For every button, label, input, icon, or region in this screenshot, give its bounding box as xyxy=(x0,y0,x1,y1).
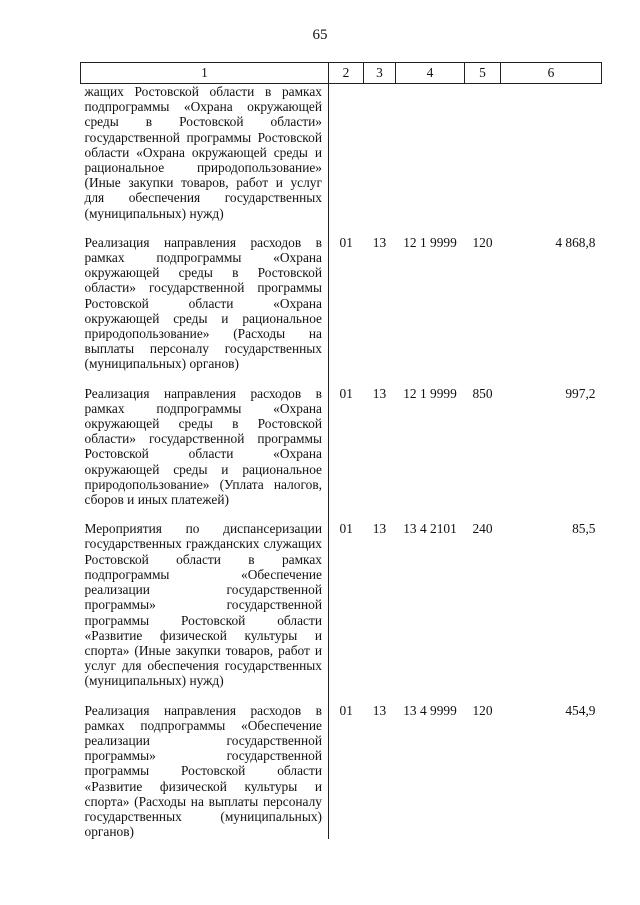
row-subsection-code: 13 xyxy=(372,702,387,718)
row-expense-type: 120 xyxy=(472,234,493,250)
row-amount: 4 868,8 xyxy=(555,234,596,250)
column-header-1: 1 xyxy=(81,63,329,84)
row-subsection-code: 13 xyxy=(372,234,387,250)
row-section-code: 01 xyxy=(339,385,353,401)
table-row xyxy=(81,507,602,688)
row-expense-type: 850 xyxy=(472,385,493,401)
row-section-code: 01 xyxy=(339,702,353,718)
table-row xyxy=(81,221,602,372)
row-subsection-code: 13 xyxy=(372,521,387,537)
table-row xyxy=(81,689,602,840)
row-description: Мероприятия по диспансеризации государственных гражданских служащих Ростовской области в рамках подпрограммы «Обеспечение реализации государственной программы» государственной программы Ростовской области «Развитие физической культуры и спорта» (Иные закупки товаров, работ и услуг для обеспечения государственных (муниципальных) нужд) xyxy=(81,507,329,688)
column-header-4: 4 xyxy=(396,63,465,84)
row-target-article: 13 4 2101 xyxy=(403,521,457,537)
row-amount: 85,5 xyxy=(572,521,596,537)
budget-table xyxy=(80,62,602,839)
column-header-5: 5 xyxy=(465,63,501,84)
column-header-6: 6 xyxy=(501,63,602,84)
row-amount: 997,2 xyxy=(565,385,596,401)
row-expense-type xyxy=(465,84,501,221)
row-description: Реализация направления расходов в рамках подпрограммы «Обеспечение реализации государственной программы» государственной программы Ростовской области «Развитие физической культуры и спорта» (Расходы на выплаты персоналу государственных (муниципальных) органов) xyxy=(81,689,329,840)
row-description: жащих Ростовской области в рамках подпрограммы «Охрана окружающей среды в Ростовской области» государственной программы Ростовской области «Охрана окружающей среды и рациональное природопользование» (Иные закупки товаров, работ и услуг для обеспечения государственных (муниципальных) нужд) xyxy=(81,84,329,221)
table-row xyxy=(81,84,602,221)
row-subsection-code xyxy=(364,84,396,221)
row-target-article: 13 4 9999 xyxy=(403,702,457,718)
header-row xyxy=(81,63,602,84)
table-header xyxy=(81,63,602,84)
row-description: Реализация направления расходов в рамках подпрограммы «Охрана окружающей среды в Ростовской области» государственной программы Ростовской области «Охрана окружающей среды и рациональное природопользование» (Расходы на выплаты персоналу государственных (муниципальных) органов) xyxy=(81,221,329,372)
row-subsection-code: 13 xyxy=(372,385,387,401)
page-number: 65 xyxy=(312,27,328,43)
row-section-code: 01 xyxy=(339,521,353,537)
row-section-code xyxy=(329,84,364,221)
row-target-article: 12 1 9999 xyxy=(403,234,457,250)
table-row xyxy=(81,372,602,508)
row-amount xyxy=(501,84,602,221)
table-body xyxy=(81,84,602,840)
column-header-3: 3 xyxy=(364,63,396,84)
row-expense-type: 120 xyxy=(472,702,493,718)
column-header-2: 2 xyxy=(329,63,364,84)
row-amount: 454,9 xyxy=(565,702,596,718)
row-expense-type: 240 xyxy=(472,521,493,537)
row-target-article xyxy=(396,84,465,221)
row-target-article: 12 1 9999 xyxy=(403,385,457,401)
row-section-code: 01 xyxy=(339,234,353,250)
row-description: Реализация направления расходов в рамках подпрограммы «Охрана окружающей среды в Ростовской области» государственной программы Ростовской области «Охрана окружающей среды и рациональное природопользование» (Уплата налогов, сборов и иных платежей) xyxy=(81,372,329,508)
